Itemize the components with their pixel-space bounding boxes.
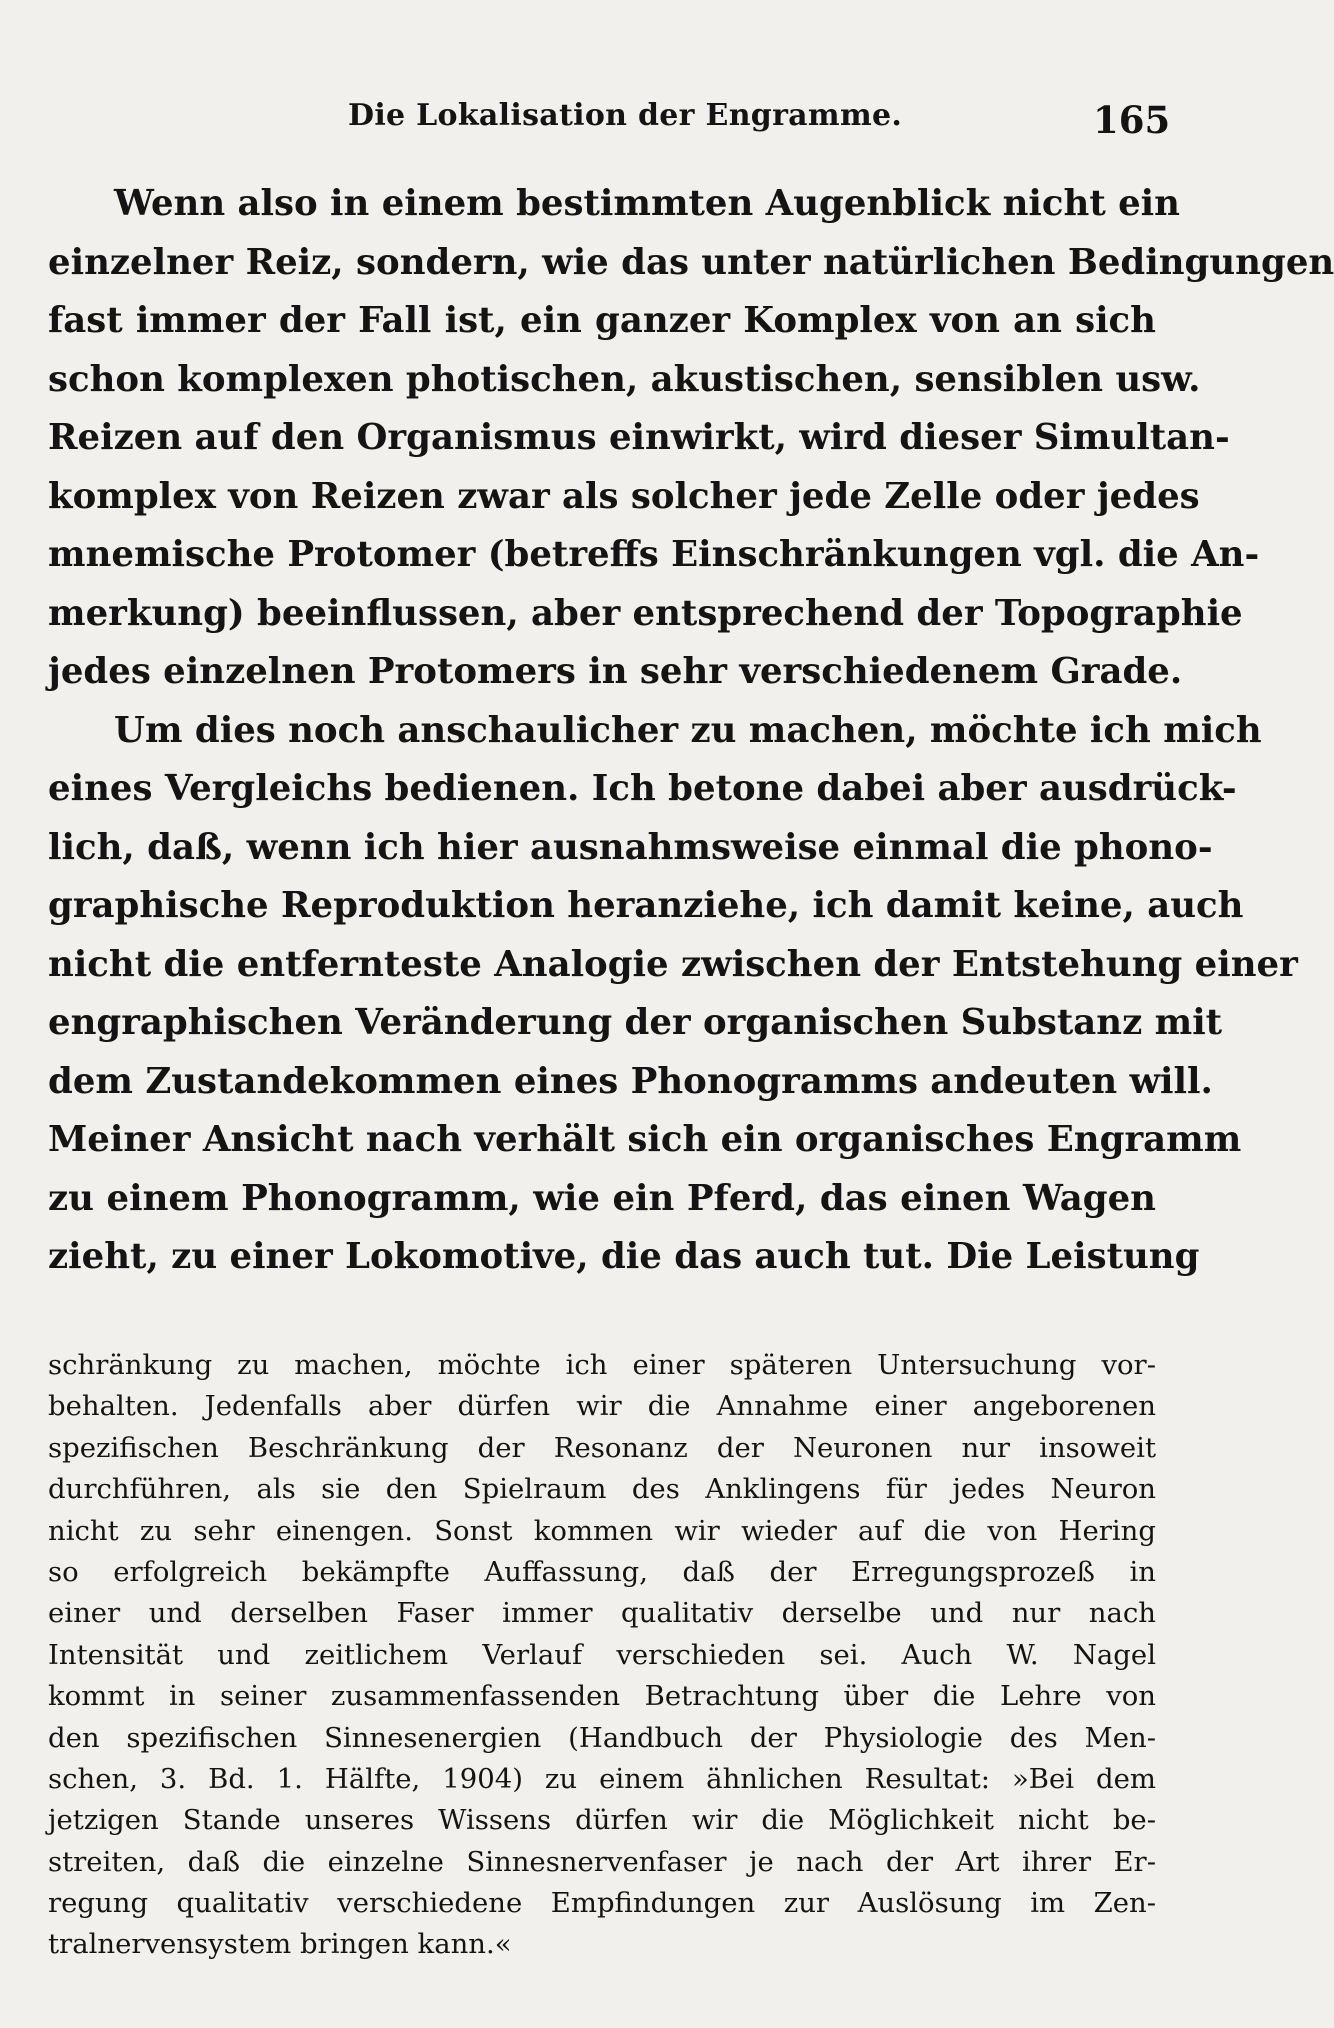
text-line: Wenn also in einem bestimmten Augenblick nicht ein (114, 183, 1180, 224)
text-line: lich, daß, wenn ich hier ausnahmsweise einmal die phono- (48, 826, 1213, 868)
footnote-line: schen, 3. Bd. 1. Hälfte, 1904) zu einem ähnlichen Resultat: »Bei dem (48, 1762, 1156, 1795)
text-line: merkung) beeinflussen, aber entsprechend der Topographie (48, 592, 1243, 634)
footnote (48, 1345, 1156, 1966)
text-line: zieht, zu einer Lokomotive, die das auch tut. Die Leistung (48, 1236, 1200, 1277)
text-line: dem Zustandekommen eines Phonogramms andeuten will. (48, 1060, 1213, 1102)
running-title: Die Lokalisation der Engramme. (348, 98, 903, 133)
footnote-line: Intensität und zeitlichem Verlauf verschieden sei. Auch W. Nagel (48, 1638, 1156, 1671)
footnote-line: schränkung zu machen, möchte ich einer späteren Untersuchung vor- (48, 1349, 1156, 1381)
footnote-line: regung qualitativ verschiedene Empfindungen zur Auslösung im Zen- (48, 1887, 1156, 1920)
text-line: graphische Reproduktion heranziehe, ich damit keine, auch (48, 885, 1244, 926)
footnote-line: durchführen, als sie den Spielraum des Anklingens für jedes Neuron (48, 1473, 1156, 1506)
text-line: nicht die entfernteste Analogie zwischen der Entstehung einer (48, 943, 1298, 985)
footnote-line: kommt in seiner zusammenfassenden Betrachtung über die Lehre von (48, 1680, 1156, 1713)
footnote-line: jetzigen Stande unseres Wissens dürfen wir die Möglichkeit nicht be- (48, 1804, 1156, 1837)
footnote-line: nicht zu sehr einengen. Sonst kommen wir wieder auf die von Hering (48, 1514, 1156, 1547)
footnote-line: behalten. Jedenfalls aber dürfen wir die Annahme einer angeborenen (48, 1390, 1156, 1423)
footnote-line: tralnervensystem bringen kann.« (48, 1928, 512, 1961)
footnote-line: den spezifischen Sinnesenergien (Handbuch der Physiologie des Men- (48, 1721, 1156, 1754)
text-line: engraphischen Veränderung der organischen Substanz mit (48, 1002, 1223, 1043)
text-line: komplex von Reizen zwar als solcher jede Zelle oder jedes (48, 475, 1200, 517)
text-line: zu einem Phonogramm, wie ein Pferd, das einen Wagen (48, 1177, 1156, 1219)
footnote-line: so erfolgreich bekämpfte Auffassung, daß der Erregungsprozeß in (48, 1555, 1156, 1588)
footnote-line: einer und derselben Faser immer qualitativ derselbe und nur nach (48, 1597, 1156, 1630)
text-line: fast immer der Fall ist, ein ganzer Komplex von an sich (48, 300, 1156, 341)
text-line: einzelner Reiz, sondern, wie das unter natürlichen Bedingungen (48, 241, 1334, 283)
text-line: Um dies noch anschaulicher zu machen, möchte ich mich (114, 709, 1262, 751)
text-line: jedes einzelnen Protomers in sehr verschiedenem Grade. (48, 651, 1183, 692)
text-line: Reizen auf den Organismus einwirkt, wird dieser Simultan- (48, 417, 1230, 458)
main-text (48, 175, 1334, 1287)
footnote-line: streiten, daß die einzelne Sinnesnervenfaser je nach der Art ihrer Er- (48, 1845, 1156, 1878)
footnote-line: spezifischen Beschränkung der Resonanz der Neuronen nur insoweit (48, 1431, 1156, 1464)
page-number: 165 (1093, 98, 1171, 142)
text-line: mnemische Protomer (betreffs Einschränkungen vgl. die An- (48, 534, 1260, 575)
text-line: Meiner Ansicht nach verhält sich ein organisches Engramm (48, 1119, 1242, 1160)
text-line: schon komplexen photischen, akustischen, sensiblen usw. (48, 358, 1201, 400)
text-line: eines Vergleichs bedienen. Ich betone dabei aber ausdrück- (48, 768, 1237, 809)
